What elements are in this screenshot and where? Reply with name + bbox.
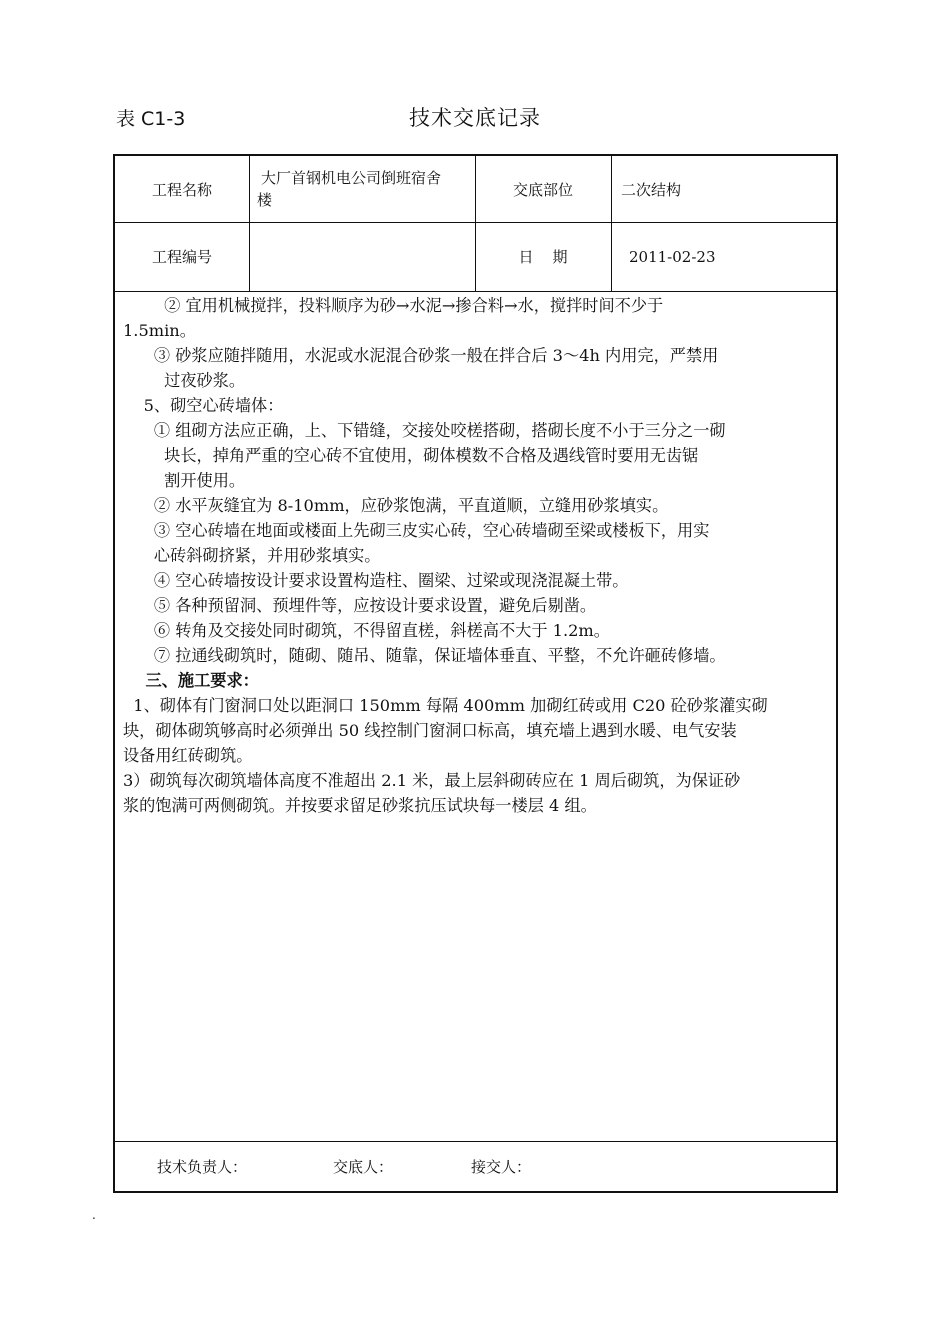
content-line: ① 组砌方法应正确，上、下错缝，交接处咬槎搭砌，搭砌长度不小于三分之一砌	[123, 421, 726, 440]
content-line: 块，砌体砌筑够高时必须弹出 50 线控制门窗洞口标高，填充墙上遇到水暖、电气安装	[123, 721, 737, 740]
document-title: 技术交底记录	[409, 106, 541, 130]
content-line: 割开使用。	[123, 471, 246, 490]
date-label: 日 期	[518, 248, 568, 266]
date-value: 2011-02-23	[629, 247, 716, 266]
row-divider	[115, 1141, 836, 1142]
project-no-value	[257, 222, 471, 291]
row-divider	[115, 291, 836, 292]
content-line: ② 水平灰缝宜为 8-10mm，应砂浆饱满，平直道顺，立缝用砂浆填实。	[123, 496, 669, 515]
receiver-signature-label: 接交人：	[471, 1158, 532, 1176]
content-line: ④ 空心砖墙按设计要求设置构造柱、圈梁、过梁或现浇混凝土带。	[123, 571, 629, 590]
project-name-label: 工程名称	[151, 180, 212, 199]
content-line: 心砖斜砌挤紧，并用砂浆填实。	[123, 546, 381, 565]
project-name-value: 大厂首钢机电公司倒班宿舍 楼	[257, 169, 442, 209]
column-divider	[611, 156, 612, 291]
record-table	[113, 154, 838, 1193]
column-divider	[249, 156, 250, 291]
content-line: 5、砌空心砖墙体：	[123, 396, 284, 415]
footer-mark: .	[92, 1208, 96, 1222]
content-line: 3）砌筑每次砌筑墙体高度不准超出 2.1 米，最上层斜砌砖应在 1 周后砌筑，为保证砂	[123, 771, 741, 790]
content-line: 1.5min。	[123, 321, 196, 340]
content-line: 过夜砂浆。	[123, 371, 246, 390]
project-no-label: 工程编号	[151, 248, 212, 266]
section-heading: 三、施工要求：	[123, 671, 259, 690]
content-line: 设备用红砖砌筑。	[123, 746, 253, 765]
disclosure-content	[123, 293, 829, 818]
content-line: 块长，掉角严重的空心砖不宜使用，砌体模数不合格及遇线管时要用无齿锯	[123, 446, 699, 465]
content-line: 浆的饱满可两侧砌筑。并按要求留足砂浆抗压试块每一楼层 4 组。	[123, 796, 597, 815]
presenter-signature-label: 交底人：	[333, 1158, 394, 1176]
content-line: ⑤ 各种预留洞、预埋件等，应按设计要求设置，避免后剔凿。	[123, 596, 597, 615]
form-code: 表 C1-3	[116, 108, 186, 130]
content-line: ② 宜用机械搅拌，投料顺序为砂→水泥→掺合料→水，搅拌时间不少于	[123, 296, 664, 315]
content-line: ③ 空心砖墙在地面或楼面上先砌三皮实心砖，空心砖墙砌至梁或楼板下，用实	[123, 521, 710, 540]
tech-lead-signature-label: 技术负责人：	[157, 1158, 248, 1176]
location-label: 交底部位	[512, 180, 573, 199]
location-value: 二次结构	[621, 180, 682, 199]
content-line: 1、砌体有门窗洞口处以距洞口 150mm 每隔 400mm 加砌红砖或用 C20 砼砂浆灌实砌	[123, 696, 768, 715]
content-line: ⑦ 拉通线砌筑时，随砌、随吊、随靠，保证墙体垂直、平整，不允许砸砖修墙。	[123, 646, 726, 665]
content-line: ⑥ 转角及交接处同时砌筑，不得留直槎，斜槎高不大于 1.2m。	[123, 621, 610, 640]
content-line: ③ 砂浆应随拌随用，水泥或水泥混合砂浆一般在拌合后 3～4h 内用完，严禁用	[123, 346, 719, 365]
